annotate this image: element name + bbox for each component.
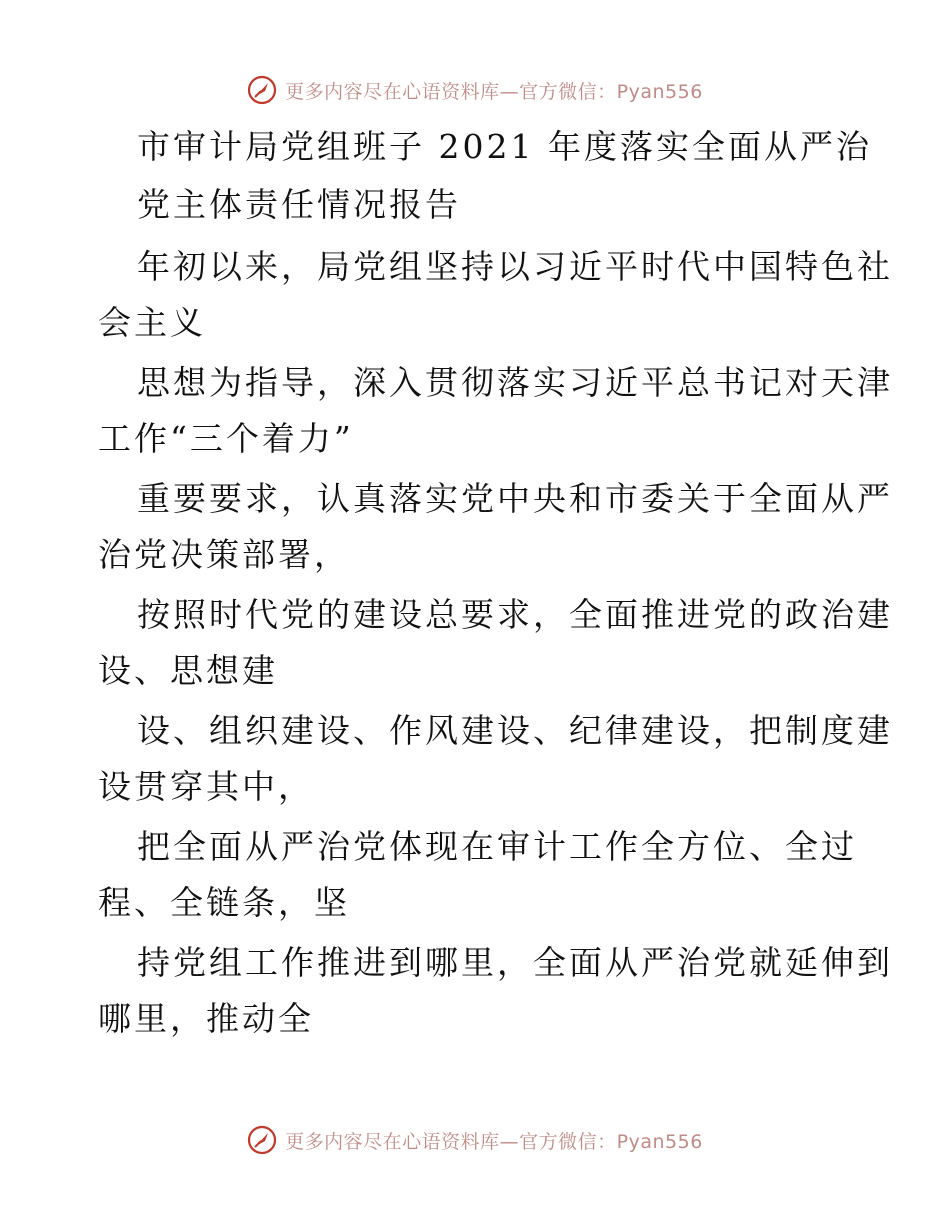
feather-pen-circle-icon (247, 1125, 277, 1155)
watermark-text: 更多内容尽在心语资料库—官方微信：Pyan556 (285, 80, 703, 103)
paragraph-line: 思想为指导，深入贯彻落实习近平总书记对天津 (137, 363, 893, 402)
header-watermark (0, 70, 950, 110)
paragraph-line: 按照时代党的建设总要求，全面推进党的政治建 (137, 595, 893, 634)
paragraph-line: 设、组织建设、作风建设、纪律建设，把制度建 (137, 711, 893, 750)
paragraph-line: 治党决策部署， (98, 535, 350, 574)
paragraph-line: 持党组工作推进到哪里，全面从严治党就延伸到 (137, 943, 893, 982)
paragraph-line: 设、思想建 (98, 651, 278, 690)
paragraph-line: 程、全链条，坚 (98, 883, 350, 922)
footer-watermark (0, 1120, 950, 1160)
document-title-line-2: 党主体责任情况报告 (137, 185, 461, 224)
watermark-text: 更多内容尽在心语资料库—官方微信：Pyan556 (285, 1130, 703, 1153)
feather-pen-circle-icon (247, 75, 277, 105)
document-title-line-1: 市审计局党组班子 2021 年度落实全面从严治 (137, 127, 872, 166)
paragraph-line: 会主义 (98, 303, 206, 342)
paragraph-line: 设贯穿其中， (98, 767, 314, 806)
paragraph-line: 把全面从严治党体现在审计工作全方位、全过 (137, 827, 857, 866)
paragraph-line: 工作“三个着力” (98, 419, 354, 458)
paragraph-line: 年初以来，局党组坚持以习近平时代中国特色社 (137, 247, 893, 286)
paragraph-line: 重要要求，认真落实党中央和市委关于全面从严 (137, 479, 893, 518)
paragraph-line: 哪里，推动全 (98, 999, 314, 1038)
